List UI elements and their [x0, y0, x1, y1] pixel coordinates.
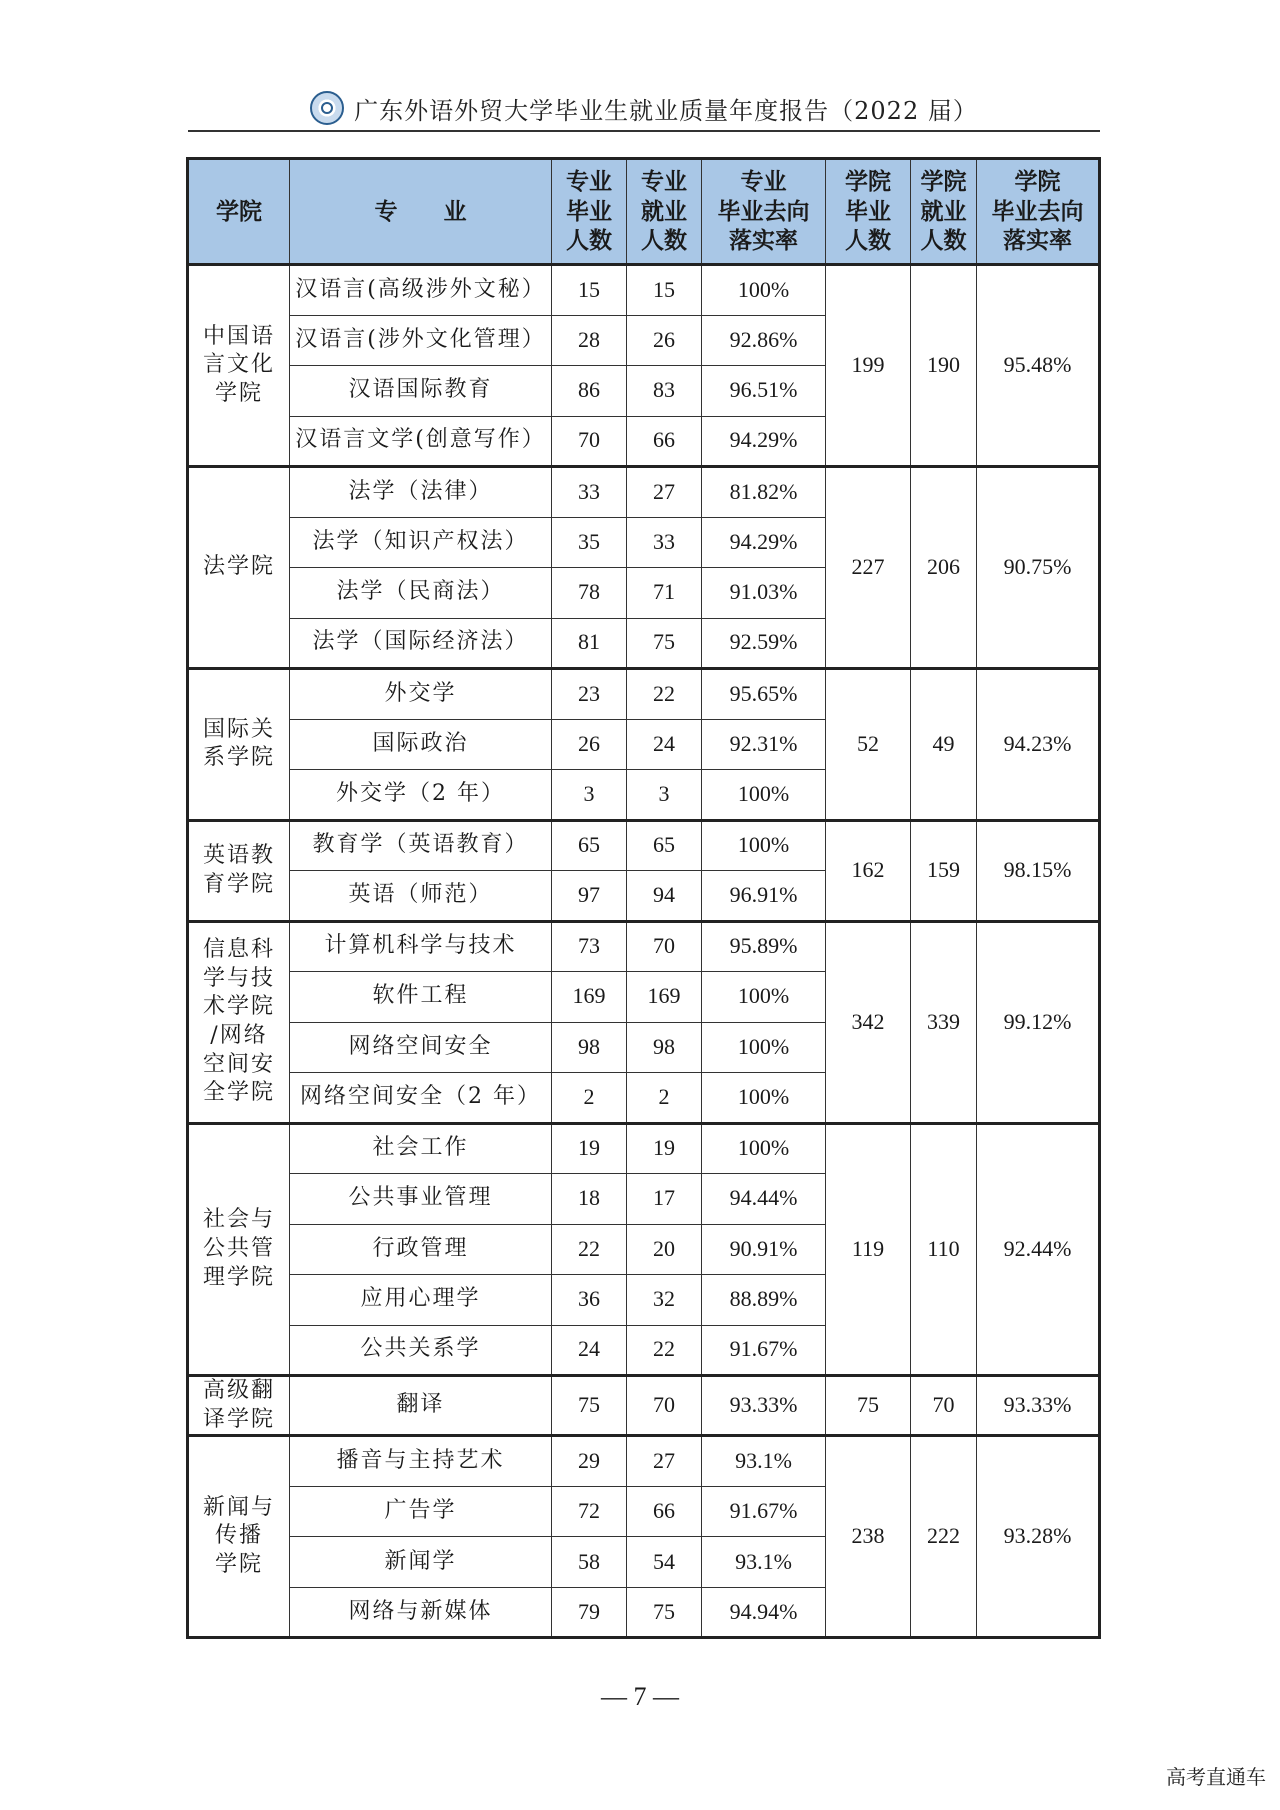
major-cell: 外交学 [290, 669, 552, 720]
column-header-line: 人数 [920, 227, 967, 255]
college-rate-cell: 93.28% [977, 1436, 1100, 1638]
major-rate-cell: 91.67% [702, 1486, 826, 1537]
column-header-line: 落实率 [729, 227, 798, 255]
college-name-cell [188, 1123, 290, 1376]
college-graduates-cell: 52 [826, 669, 911, 821]
college-rate-cell: 95.48% [977, 265, 1100, 467]
college-employed-cell: 110 [911, 1123, 977, 1376]
college-name-cell [188, 1376, 290, 1436]
major-graduates-cell: 79 [552, 1587, 627, 1638]
college-employed-cell: 206 [911, 467, 977, 669]
major-rate-cell: 94.29% [702, 517, 826, 568]
column-header-line: 人数 [845, 227, 891, 255]
major-graduates-cell: 22 [552, 1224, 627, 1275]
major-graduates-cell: 33 [552, 467, 627, 518]
college-name-cell [188, 921, 290, 1123]
major-employed-cell: 17 [627, 1174, 702, 1225]
college-name-line: 信息科 [202, 937, 275, 963]
major-employed-cell: 19 [627, 1123, 702, 1174]
column-header-line: 学院 [845, 167, 891, 195]
major-cell: 网络空间安全（2 年） [290, 1073, 552, 1124]
page-header-title: 广东外语外贸大学毕业生就业质量年度报告（2022 届） [354, 96, 978, 125]
column-header-line: 毕业 [566, 197, 612, 225]
major-rate-cell: 95.65% [702, 669, 826, 720]
major-rate-cell: 100% [702, 972, 826, 1023]
major-rate-cell: 100% [702, 1022, 826, 1073]
major-rate-cell: 100% [702, 770, 826, 821]
column-header-line: 人数 [641, 227, 687, 255]
college-name-cell [188, 669, 290, 821]
college-name-line: /网络 [210, 1023, 268, 1048]
college-employed-cell: 49 [911, 669, 977, 821]
column-header-line: 毕业去向 [991, 197, 1084, 225]
major-employed-cell: 2 [627, 1073, 702, 1124]
college-employed-cell: 159 [911, 820, 977, 921]
table-header-row [188, 159, 1100, 265]
major-graduates-cell: 35 [552, 517, 627, 568]
major-cell: 社会工作 [290, 1123, 552, 1174]
major-employed-cell: 15 [627, 265, 702, 316]
major-cell: 法学（民商法） [290, 568, 552, 619]
college-rate-cell: 92.44% [977, 1123, 1100, 1376]
major-cell: 软件工程 [290, 972, 552, 1023]
major-employed-cell: 24 [627, 719, 702, 770]
major-graduates-cell: 72 [552, 1486, 627, 1537]
major-employed-cell: 26 [627, 315, 702, 366]
major-graduates-cell: 86 [552, 366, 627, 417]
major-rate-cell: 96.51% [702, 366, 826, 417]
major-cell: 网络与新媒体 [290, 1587, 552, 1638]
major-employed-cell: 54 [627, 1537, 702, 1588]
table-row [188, 1123, 1100, 1174]
major-rate-cell: 92.31% [702, 719, 826, 770]
major-employed-cell: 71 [627, 568, 702, 619]
major-cell: 法学（国际经济法） [290, 618, 552, 669]
major-rate-cell: 92.59% [702, 618, 826, 669]
page-header [188, 86, 1100, 132]
major-employed-cell: 33 [627, 517, 702, 568]
major-graduates-cell: 75 [552, 1376, 627, 1436]
college-rate-cell: 94.23% [977, 669, 1100, 821]
table-row [188, 820, 1100, 871]
college-graduates-cell: 162 [826, 820, 911, 921]
major-employed-cell: 22 [627, 1325, 702, 1376]
college-graduates-cell: 199 [826, 265, 911, 467]
college-name-line: 传播 [214, 1523, 263, 1549]
major-employed-cell: 75 [627, 618, 702, 669]
major-cell: 公共关系学 [290, 1325, 552, 1376]
major-employed-cell: 83 [627, 366, 702, 417]
college-name-line: 译学院 [202, 1406, 275, 1432]
college-rate-cell: 90.75% [977, 467, 1100, 669]
column-header-line: 专业 [740, 167, 787, 195]
column-header [188, 159, 290, 265]
column-header [290, 159, 552, 265]
major-employed-cell: 66 [627, 1486, 702, 1537]
table-row [188, 1436, 1100, 1487]
major-employed-cell: 27 [627, 467, 702, 518]
major-rate-cell: 94.44% [702, 1174, 826, 1225]
major-employed-cell: 70 [627, 1376, 702, 1436]
college-name-line: 系学院 [202, 745, 275, 771]
major-graduates-cell: 36 [552, 1275, 627, 1326]
major-graduates-cell: 24 [552, 1325, 627, 1376]
column-header [977, 159, 1100, 265]
major-graduates-cell: 70 [552, 416, 627, 467]
major-rate-cell: 91.03% [702, 568, 826, 619]
college-name-line: 公共管 [202, 1235, 275, 1261]
college-name-line: 学院 [214, 1551, 263, 1577]
major-graduates-cell: 73 [552, 921, 627, 972]
major-cell: 法学（知识产权法） [290, 517, 552, 568]
major-cell: 公共事业管理 [290, 1174, 552, 1225]
major-cell: 汉语言文学(创意写作） [290, 416, 552, 467]
college-employed-cell: 339 [911, 921, 977, 1123]
major-cell: 翻译 [290, 1376, 552, 1436]
major-cell: 计算机科学与技术 [290, 921, 552, 972]
major-cell: 英语（师范） [290, 871, 552, 922]
major-rate-cell: 93.33% [702, 1376, 826, 1436]
column-header-line: 毕业去向 [717, 197, 810, 225]
college-name-line: 言文化 [202, 352, 275, 378]
column-header-line: 专 业 [374, 197, 467, 225]
major-employed-cell: 75 [627, 1587, 702, 1638]
college-name-cell [188, 820, 290, 921]
major-cell: 汉语言(涉外文化管理） [290, 315, 552, 366]
major-employed-cell: 20 [627, 1224, 702, 1275]
major-cell: 网络空间安全 [290, 1022, 552, 1073]
table-row [188, 669, 1100, 720]
college-name-line: 高级翻 [202, 1378, 275, 1403]
university-seal-icon [310, 91, 344, 125]
major-cell: 汉语言(高级涉外文秘） [290, 265, 552, 316]
college-name-line: 术学院 [202, 994, 275, 1020]
table-body [188, 265, 1100, 1638]
major-rate-cell: 93.1% [702, 1436, 826, 1487]
major-employed-cell: 66 [627, 416, 702, 467]
college-name-cell [188, 467, 290, 669]
major-employed-cell: 27 [627, 1436, 702, 1487]
major-cell: 广告学 [290, 1486, 552, 1537]
college-name-line: 空间安 [202, 1051, 275, 1077]
major-cell: 汉语国际教育 [290, 366, 552, 417]
college-graduates-cell: 75 [826, 1376, 911, 1436]
table-row [188, 265, 1100, 316]
major-rate-cell: 90.91% [702, 1224, 826, 1275]
major-graduates-cell: 3 [552, 770, 627, 821]
major-employed-cell: 3 [627, 770, 702, 821]
column-header-line: 学院 [216, 197, 262, 225]
major-cell: 教育学（英语教育） [290, 820, 552, 871]
college-name-line: 新闻与 [202, 1494, 275, 1520]
column-header-line: 人数 [566, 227, 612, 255]
major-rate-cell: 92.86% [702, 315, 826, 366]
major-cell: 外交学（2 年） [290, 770, 552, 821]
major-employed-cell: 22 [627, 669, 702, 720]
college-employed-cell: 70 [911, 1376, 977, 1436]
major-graduates-cell: 26 [552, 719, 627, 770]
college-name-line: 中国语 [202, 323, 275, 349]
major-cell: 法学（法律） [290, 467, 552, 518]
college-name-cell [188, 1436, 290, 1638]
major-rate-cell: 100% [702, 1123, 826, 1174]
college-graduates-cell: 119 [826, 1123, 911, 1376]
major-graduates-cell: 98 [552, 1022, 627, 1073]
college-rate-cell: 99.12% [977, 921, 1100, 1123]
column-header [627, 159, 702, 265]
column-header [702, 159, 826, 265]
table-row [188, 921, 1100, 972]
column-header-line: 学院 [1014, 167, 1061, 195]
major-rate-cell: 100% [702, 820, 826, 871]
major-graduates-cell: 28 [552, 315, 627, 366]
college-name-line: 育学院 [202, 871, 275, 897]
column-header-line: 专业 [566, 167, 612, 195]
college-rate-cell: 98.15% [977, 820, 1100, 921]
major-graduates-cell: 78 [552, 568, 627, 619]
college-graduates-cell: 342 [826, 921, 911, 1123]
major-graduates-cell: 81 [552, 618, 627, 669]
major-cell: 播音与主持艺术 [290, 1436, 552, 1487]
college-rate-cell: 93.33% [977, 1376, 1100, 1436]
column-header-line: 学院 [920, 167, 967, 195]
college-name-line: 学与技 [202, 965, 275, 991]
major-rate-cell: 94.94% [702, 1587, 826, 1638]
column-header-line: 就业 [641, 197, 687, 225]
major-employed-cell: 94 [627, 871, 702, 922]
major-rate-cell: 88.89% [702, 1275, 826, 1326]
major-graduates-cell: 58 [552, 1537, 627, 1588]
table-row [188, 1376, 1100, 1436]
column-header-line: 专业 [641, 167, 687, 195]
major-graduates-cell: 97 [552, 871, 627, 922]
major-graduates-cell: 19 [552, 1123, 627, 1174]
major-rate-cell: 94.29% [702, 416, 826, 467]
major-employed-cell: 32 [627, 1275, 702, 1326]
major-employed-cell: 169 [627, 972, 702, 1023]
college-employed-cell: 190 [911, 265, 977, 467]
watermark: 高考直通车 [1166, 1765, 1266, 1789]
major-employed-cell: 65 [627, 820, 702, 871]
major-graduates-cell: 169 [552, 972, 627, 1023]
major-rate-cell: 95.89% [702, 921, 826, 972]
college-graduates-cell: 238 [826, 1436, 911, 1638]
college-name-line: 全学院 [202, 1080, 275, 1106]
college-name-line: 理学院 [202, 1264, 275, 1290]
college-employed-cell: 222 [911, 1436, 977, 1638]
major-graduates-cell: 18 [552, 1174, 627, 1225]
major-graduates-cell: 29 [552, 1436, 627, 1487]
college-name-line: 法学院 [202, 554, 275, 580]
major-employed-cell: 70 [627, 921, 702, 972]
major-graduates-cell: 65 [552, 820, 627, 871]
table-row [188, 467, 1100, 518]
page-number: — 7 — [601, 1682, 679, 1711]
major-cell: 新闻学 [290, 1537, 552, 1588]
column-header-line: 就业 [920, 197, 967, 225]
column-header [826, 159, 911, 265]
employment-table [186, 157, 1101, 1639]
major-graduates-cell: 2 [552, 1073, 627, 1124]
column-header [552, 159, 627, 265]
college-name-line: 英语教 [202, 842, 275, 868]
major-rate-cell: 96.91% [702, 871, 826, 922]
column-header [911, 159, 977, 265]
major-rate-cell: 93.1% [702, 1537, 826, 1588]
college-name-line: 学院 [214, 380, 263, 406]
major-rate-cell: 100% [702, 1073, 826, 1124]
major-graduates-cell: 23 [552, 669, 627, 720]
major-rate-cell: 91.67% [702, 1325, 826, 1376]
column-header-line: 毕业 [845, 197, 891, 225]
major-cell: 行政管理 [290, 1224, 552, 1275]
major-graduates-cell: 15 [552, 265, 627, 316]
major-rate-cell: 81.82% [702, 467, 826, 518]
college-name-line: 社会与 [202, 1207, 275, 1233]
major-rate-cell: 100% [702, 265, 826, 316]
major-cell: 应用心理学 [290, 1275, 552, 1326]
column-header-line: 落实率 [1003, 227, 1072, 255]
college-graduates-cell: 227 [826, 467, 911, 669]
major-employed-cell: 98 [627, 1022, 702, 1073]
college-name-line: 国际关 [202, 716, 275, 742]
major-cell: 国际政治 [290, 719, 552, 770]
college-name-cell [188, 265, 290, 467]
